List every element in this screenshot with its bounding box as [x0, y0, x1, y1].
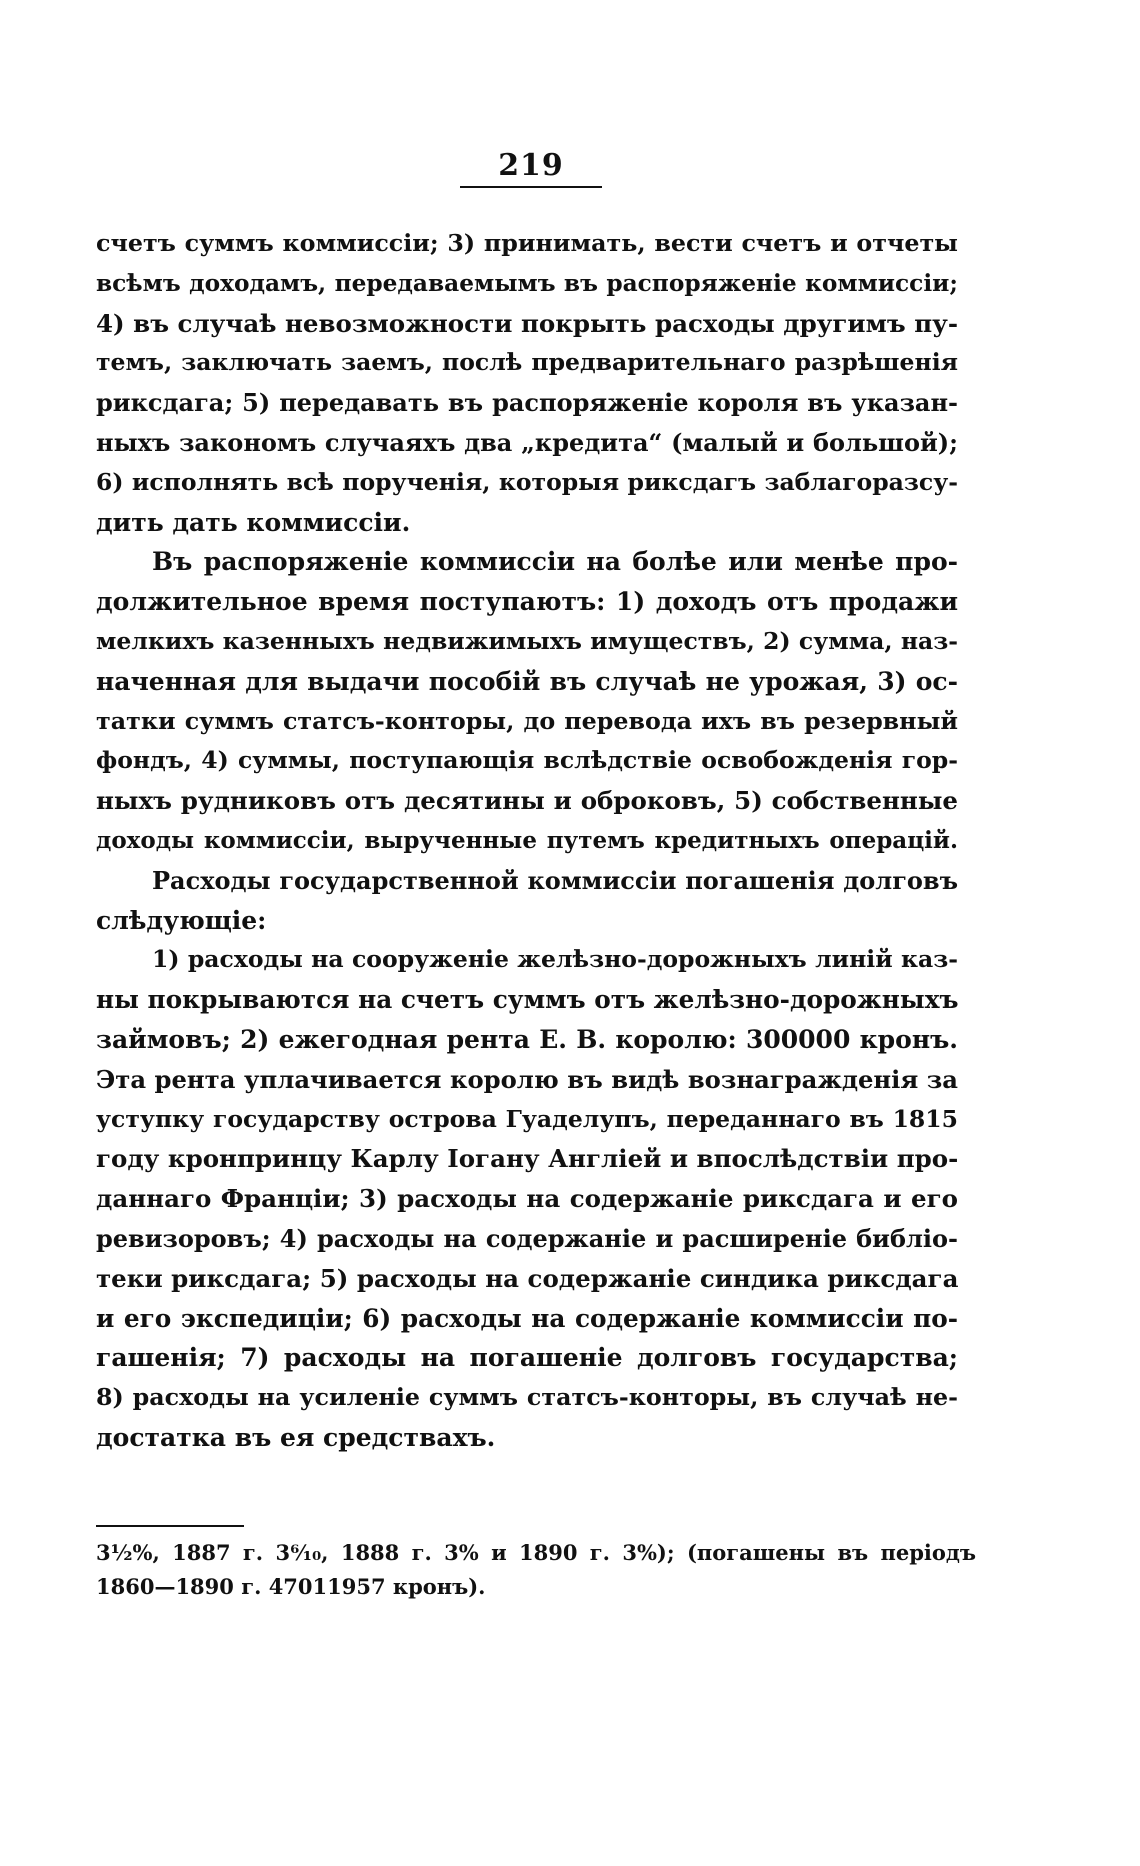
header-rule [460, 186, 602, 188]
text-line: ныхъ рудниковъ отъ десятины и оброковъ, 5) собственные [96, 786, 958, 816]
text-line: займовъ; 2) ежегодная рента Е. В. королю: 300000 кронъ. [96, 1024, 958, 1054]
text-line: даннаго Франціи; 3) расходы на содержаніе риксдага и его [96, 1184, 958, 1214]
text-line: ны покрываются на счетъ суммъ отъ желѣзно-дорожныхъ [96, 985, 959, 1015]
text-line: Въ распоряженіе коммиссіи на болѣе или менѣе про- [152, 547, 958, 577]
text-line: ныхъ закономъ случаяхъ два „кредита“ (малый и большой); [96, 427, 958, 457]
text-line: уступку государству острова Гуаделупъ, переданнаго въ 1815 [96, 1104, 958, 1133]
text-line: 6) исполнять всѣ порученія, которыя риксдагъ заблагоразсу- [96, 467, 958, 496]
text-line: мелкихъ казенныхъ недвижимыхъ имуществъ, 2) сумма, наз- [96, 626, 958, 655]
text-line: должительное время поступаютъ: 1) доходъ отъ продажи [96, 587, 958, 617]
footnote [96, 1536, 976, 1604]
text-line: темъ, заключать заемъ, послѣ предварительнаго разрѣшенія [96, 348, 958, 377]
text-line: Расходы государственной коммиссіи погашенія долговъ [152, 865, 958, 895]
footnote-rule [96, 1525, 244, 1527]
text-line: 4) въ случаѣ невозможности покрыть расходы другимъ пу- [96, 308, 958, 338]
text-line: наченная для выдачи пособій въ случаѣ не урожая, 3) ос- [96, 666, 958, 696]
text-line: татки суммъ статсъ-конторы, до перевода ихъ въ резервный [96, 706, 958, 735]
text-line: достатка въ ея средствахъ. [96, 1422, 496, 1452]
text-line: году кронпринцу Карлу Іогану Англіей и впослѣдствіи про- [96, 1144, 959, 1174]
footnote-line: 3½%, 1887 г. 3⁶⁄₁₀, 1888 г. 3% и 1890 г. 3%); (погашены въ періодъ [96, 1540, 976, 1565]
text-line: фондъ, 4) суммы, поступающія вслѣдствіе освобожденія гор- [96, 746, 958, 775]
text-line: 1) расходы на сооруженіе желѣзно-дорожныхъ линій каз- [152, 945, 958, 974]
text-line: Эта рента уплачивается королю въ видѣ вознагражденія за [96, 1064, 958, 1094]
text-line: 8) расходы на усиленіе суммъ статсъ-конторы, въ случаѣ не- [96, 1383, 958, 1412]
text-line: доходы коммиссіи, вырученные путемъ кредитныхъ операцій. [96, 826, 958, 854]
text-line: гашенія; 7) расходы на погашеніе долговъ государства; [96, 1343, 958, 1373]
text-line: слѣдующіе: [96, 905, 267, 935]
text-line: и его экспедиціи; 6) расходы на содержаніе коммиссіи по- [96, 1303, 958, 1333]
page-number: 219 [498, 148, 564, 183]
text-line: риксдага; 5) передавать въ распоряженіе короля въ указан- [96, 388, 958, 418]
text-line: ревизоровъ; 4) расходы на содержаніе и расширеніе библіо- [96, 1223, 958, 1253]
text-line: счетъ суммъ коммиссіи; 3) принимать, вести счетъ и отчеты [96, 229, 958, 257]
body-text [96, 224, 958, 1458]
footnote-line: 1860—1890 г. 47011957 кронъ). [96, 1574, 486, 1599]
text-line: всѣмъ доходамъ, передаваемымъ въ распоряженіе коммиссіи; [96, 269, 958, 297]
text-line: дить дать коммиссіи. [96, 507, 411, 537]
text-line: теки риксдага; 5) расходы на содержаніе синдика риксдага [96, 1263, 959, 1293]
